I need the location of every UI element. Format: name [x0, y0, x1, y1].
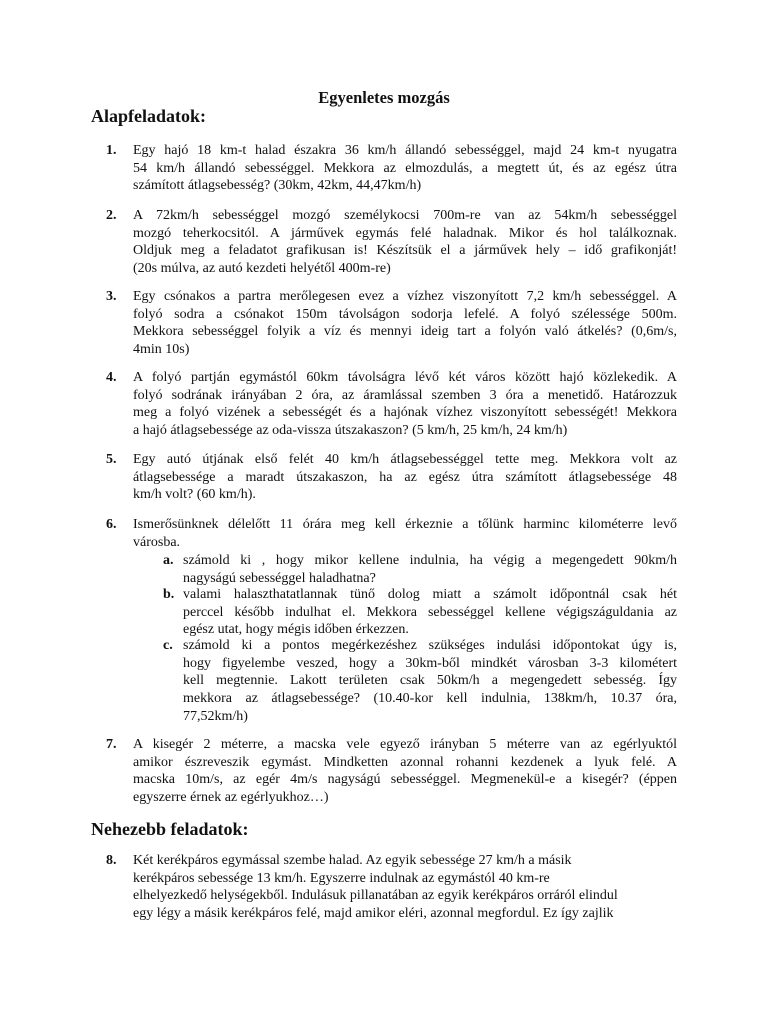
exercise-text	[133, 736, 677, 807]
document-title: Egyenletes mozgás	[318, 88, 450, 107]
text-line: hogy figyelembe veszed, hogy a 30km-ből mindkét városban 3-3 kilométert	[183, 655, 677, 671]
exercise-number: 6.	[106, 517, 117, 532]
subitem-text	[183, 586, 677, 639]
text-line: 4min 10s)	[133, 342, 190, 358]
subitem-letter: c.	[163, 638, 173, 653]
text-line: meg a folyó vizének a sebességét és a hajónak vízhez viszonyított sebességét! Mekkora	[133, 405, 677, 421]
text-line: kerékpáros sebessége 13 km/h. Egyszerre indulnak az egymástól 40 km-re	[133, 870, 550, 886]
text-line: egy légy a másik kerékpáros felé, majd amikor eléri, azonnal megfordul. Ez így zajlik	[133, 906, 614, 922]
exercise-text	[133, 207, 677, 278]
text-line: számított átlagsebesség? (30km, 42km, 44,47km/h)	[133, 178, 422, 194]
subitem-letter: a.	[163, 553, 174, 568]
text-line: Ismerősünknek délelőtt 11 órára meg kell érkeznie a tőlünk harminc kilométerre levő	[133, 517, 677, 532]
text-line: mozgó teherkocsitól. A járművek egymás felé haladnak. Mikor és hol találkoznak.	[133, 225, 677, 241]
exercise-text	[133, 516, 677, 551]
text-line: macska 10m/s, az egér 4m/s nagyságú sebességgel. Megmenekül-e a kisegér? (éppen	[133, 772, 677, 788]
text-line: 77,52km/h)	[183, 708, 248, 724]
exercise-text	[133, 288, 677, 359]
text-line: Oldjuk meg a feladatot grafikusan is! Készítsük el a járművek hely – idő grafikonját!	[133, 243, 677, 259]
text-line: A folyó partján egymástól 60km távolságra lévő két város között hajó közlekedik. A	[133, 370, 677, 385]
text-line: egyszerre érnek az egérlyukhoz…)	[133, 790, 329, 806]
exercise-number: 4.	[106, 370, 117, 385]
text-line: A kisegér 2 méterre, a macska vele egyező irányban 5 méterre van az egérlyuktól	[133, 737, 677, 752]
text-line: mekkora az átlagsebessége? (10.40-kor kell indulnia, 138km/h, 10.37 óra,	[183, 691, 677, 707]
exercise-text	[133, 142, 677, 195]
text-line: városba.	[133, 534, 181, 550]
exercise-number: 2.	[106, 208, 117, 223]
text-line: km/h volt? (60 km/h).	[133, 487, 256, 503]
text-line: Egy autó útjának első felét 40 km/h átlagsebességgel tette meg. Mekkora volt az	[133, 452, 677, 467]
text-line: folyó sodra a csónakot 150m távolságon sodorja lefelé. A folyó szélessége 500m.	[133, 306, 677, 322]
text-line: átlagsebessége a maradt útszakaszon, ha az egész útra számított átlagsebessége 48	[133, 469, 677, 485]
text-line: Mekkora sebességgel folyik a víz és mennyi ideig tart a folyón való átkelés? (0,6m/s,	[133, 324, 677, 340]
text-line: a hajó átlagsebessége az oda-vissza útszakaszon? (5 km/h, 25 km/h, 24 km/h)	[133, 423, 568, 439]
text-line: elhelyezkedő helységekből. Indulásuk pillanatában az egyik kerékpáros orráról elindul	[133, 888, 618, 904]
text-line: amikor észreveszik egymást. Mindketten azonnal rohanni kezdenek a lyuk felé. A	[133, 754, 677, 770]
text-line: nagyságú sebességgel haladhatna?	[183, 570, 376, 586]
text-line: (20s múlva, az autó kezdeti helyétől 400m-re)	[133, 261, 391, 277]
text-line: számold ki , hogy mikor kellene indulnia, ha végig a megengedett 90km/h	[183, 553, 677, 568]
exercise-number: 7.	[106, 737, 117, 752]
exercise-number: 1.	[106, 143, 117, 158]
subitem-text	[183, 637, 677, 726]
text-line: számold ki a pontos megérkezéshez szükséges indulási időpontokat úgy is,	[183, 638, 677, 653]
subitem-letter: b.	[163, 587, 175, 602]
exercise-text	[133, 852, 677, 923]
text-line: A 72km/h sebességgel mozgó személykocsi 700m-re van az 54km/h sebességgel	[133, 208, 677, 223]
text-line: Egy csónakos a partra merőlegesen evez a vízhez viszonyított 7,2 km/h sebességgel. A	[133, 289, 677, 304]
text-line: egész utat, hogy mégis időben érkezzen.	[183, 622, 409, 638]
text-line: perccel később indulhat el. Mekkora sebességgel kellene végigszáguldania az	[183, 604, 677, 620]
exercise-number: 5.	[106, 452, 117, 467]
exercise-number: 3.	[106, 289, 117, 304]
section-heading-alapfeladatok: Alapfeladatok:	[91, 106, 207, 126]
subitem-text	[183, 552, 677, 587]
text-line: Egy hajó 18 km-t halad északra 36 km/h állandó sebességgel, majd 24 km-t nyugatra	[133, 143, 677, 158]
text-line: 54 km/h állandó sebességgel. Mekkora az elmozdulás, a megtett út, és az egész útra	[133, 160, 677, 176]
text-line: kell megtennie. Lakott területen csak 50km/h a megengedett sebesség. Így	[183, 673, 677, 689]
exercise-text	[133, 451, 677, 504]
text-line: Két kerékpáros egymással szembe halad. Az egyik sebessége 27 km/h a másik	[133, 853, 572, 868]
text-line: valami halaszthatatlannak tünő dolog miatt a számolt időpontnál csak hét	[183, 587, 677, 602]
exercise-text	[133, 369, 677, 440]
exercise-number: 8.	[106, 853, 117, 868]
section-heading-nehezebb: Nehezebb feladatok:	[91, 819, 249, 839]
text-line: folyó sodrának irányában 2 óra, az áramlással szemben 3 óra a menetidő. Határozzuk	[133, 387, 677, 403]
